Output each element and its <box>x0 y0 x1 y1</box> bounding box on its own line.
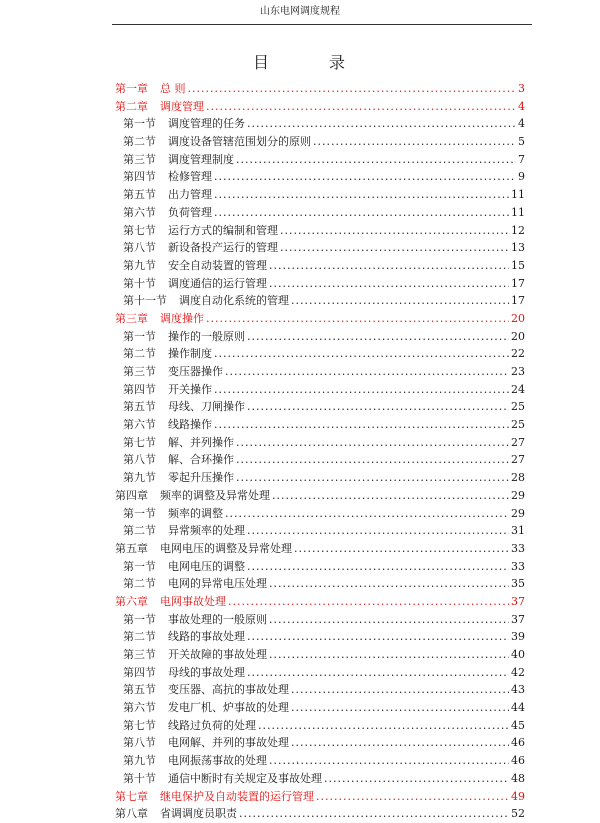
toc-leader-dots <box>214 170 516 183</box>
toc-entry-page: 25 <box>511 418 525 432</box>
toc-entry-number: 第十节 <box>123 276 156 290</box>
toc-section-entry[interactable] <box>115 575 525 593</box>
toc-entry-page: 40 <box>511 648 525 661</box>
toc-entry-title: 开关故障的事故处理 <box>168 648 267 661</box>
toc-entry-number: 第五章 <box>115 541 148 555</box>
toc-entry-page: 5 <box>518 135 525 149</box>
toc-entry-page: 9 <box>518 170 525 184</box>
toc-section-entry[interactable] <box>115 222 525 240</box>
toc-entry-page: 35 <box>511 577 525 591</box>
toc-entry-number: 第三节 <box>123 152 156 166</box>
toc-section-entry[interactable] <box>115 770 525 788</box>
toc-entry-title: 省调调度员职责 <box>160 807 237 821</box>
toc-entry-page: 33 <box>511 559 525 573</box>
toc-entry-title: 开关操作 <box>168 382 212 396</box>
toc-entry-number: 第四节 <box>123 665 156 679</box>
toc-chapter-entry[interactable] <box>115 310 525 328</box>
toc-chapter-entry[interactable] <box>115 788 525 806</box>
toc-entry-title: 调度管理的任务 <box>168 117 245 131</box>
toc-leader-dots <box>247 666 509 679</box>
toc-entry-number: 第八节 <box>123 736 156 750</box>
toc-entry-number: 第二节 <box>123 630 156 644</box>
toc-entry-title: 调度管理制度 <box>168 152 234 166</box>
toc-section-entry[interactable] <box>115 275 525 293</box>
toc-leader-dots <box>272 489 509 502</box>
toc-entry-title: 变压器、高抗的事故处理 <box>168 683 289 697</box>
toc-entry-page: 27 <box>511 453 525 467</box>
toc-entry-page: 39 <box>511 630 525 644</box>
toc-entry-number: 第八节 <box>123 453 156 467</box>
toc-entry-number: 第七节 <box>123 718 156 732</box>
toc-entry-page: 48 <box>511 771 525 785</box>
toc-entry-number: 第七章 <box>115 789 148 803</box>
toc-entry-page: 43 <box>511 683 525 697</box>
toc-section-entry[interactable] <box>115 416 525 434</box>
toc-entry-page: 46 <box>511 754 525 768</box>
toc-leader-dots <box>247 560 509 573</box>
toc-leader-dots <box>247 524 509 537</box>
toc-entry-title: 操作制度 <box>168 347 212 361</box>
toc-entry-number: 第六节 <box>123 418 156 432</box>
toc-section-entry[interactable] <box>115 628 525 646</box>
toc-entry-page: 29 <box>511 506 525 520</box>
toc-entry-page: 52 <box>511 807 525 821</box>
toc-entry-title: 事故处理的一般原则 <box>168 612 267 626</box>
toc-entry-title: 电网解、并列的事故处理 <box>168 736 289 750</box>
toc-section-entry[interactable] <box>115 717 525 735</box>
toc-leader-dots <box>258 719 509 732</box>
toc-entry-number: 第九节 <box>123 754 156 768</box>
toc-leader-dots <box>239 807 509 820</box>
toc-entry-title: 安全自动装置的管理 <box>168 258 267 272</box>
toc-leader-dots <box>324 772 509 785</box>
toc-entry-number: 第二节 <box>123 524 156 538</box>
toc-entry-title: 操作的一般原则 <box>168 329 245 343</box>
toc-leader-dots <box>291 683 509 696</box>
toc-entry-page: 11 <box>511 188 525 202</box>
toc-section-entry[interactable] <box>115 204 525 222</box>
toc-entry-page: 12 <box>511 223 525 237</box>
toc-section-entry[interactable] <box>115 168 525 186</box>
toc-leader-dots <box>236 471 509 484</box>
toc-title-right: 录 <box>329 53 348 72</box>
toc-entry-number: 第二章 <box>115 99 148 113</box>
toc-entry-title: 调度操作 <box>160 311 204 325</box>
toc-leader-dots <box>206 312 509 325</box>
toc-entry-title: 调度通信的运行管理 <box>168 276 267 290</box>
toc-entry-number: 第二节 <box>123 577 156 591</box>
toc-section-entry[interactable] <box>115 328 525 346</box>
toc-entry-page: 29 <box>511 488 525 502</box>
toc-leader-dots <box>225 365 509 378</box>
toc-section-entry[interactable] <box>115 381 525 399</box>
toc-leader-dots <box>214 188 509 201</box>
toc-section-entry[interactable] <box>115 752 525 770</box>
toc-chapter-entry[interactable] <box>115 805 525 823</box>
toc-entry-title: 解、合环操作 <box>168 453 234 467</box>
toc-entry-title: 线路过负荷的处理 <box>168 718 256 732</box>
toc-entry-title: 电网振荡事故的处理 <box>168 754 267 768</box>
toc-entry-page: 22 <box>511 347 525 361</box>
toc-entry-title: 继电保护及自动装置的运行管理 <box>160 789 314 803</box>
toc-leader-dots <box>188 82 517 95</box>
toc-leader-dots <box>236 453 509 466</box>
toc-entry-number: 第九节 <box>123 258 156 272</box>
toc-entry-page: 42 <box>511 665 525 679</box>
toc-chapter-entry[interactable] <box>115 540 525 558</box>
toc-entry-number: 第三节 <box>123 648 156 661</box>
toc-entry-number: 第一节 <box>123 612 156 626</box>
toc-entry-title: 母线、刀闸操作 <box>168 400 245 414</box>
toc-entry-page: 11 <box>511 205 525 219</box>
toc-leader-dots <box>236 436 509 449</box>
toc-entry-number: 第五节 <box>123 683 156 697</box>
toc-entry-title: 运行方式的编制和管理 <box>168 223 278 237</box>
toc-entry-number: 第一节 <box>123 117 156 131</box>
page-header: 山东电网调度规程 <box>260 6 340 17</box>
toc-leader-dots <box>316 790 509 803</box>
toc-entry-title: 解、并列操作 <box>168 435 234 449</box>
toc-section-entry[interactable] <box>115 611 525 629</box>
toc-entry-number: 第六章 <box>115 594 148 608</box>
toc-entry-title: 新设备投产运行的管理 <box>168 241 278 255</box>
toc-entry-page: 24 <box>511 382 525 396</box>
toc-section-entry[interactable] <box>115 398 525 416</box>
toc-entry-page: 33 <box>511 541 525 555</box>
toc-leader-dots <box>214 206 509 219</box>
toc-entry-title: 负荷管理 <box>168 205 212 219</box>
toc-entry-page: 45 <box>511 718 525 732</box>
toc-leader-dots <box>291 736 509 749</box>
toc-entry-title: 调度自动化系统的管理 <box>179 294 289 308</box>
toc-entry-page: 13 <box>511 241 525 255</box>
toc-section-entry[interactable] <box>115 664 525 682</box>
toc-section-entry[interactable] <box>115 257 525 275</box>
toc-entry-page: 20 <box>511 329 525 343</box>
toc-entry-page: 31 <box>511 524 525 538</box>
toc-chapter-entry[interactable] <box>115 487 525 505</box>
toc-leader-dots <box>291 701 509 714</box>
toc-section-entry[interactable] <box>115 505 525 523</box>
toc-leader-dots <box>247 330 509 343</box>
toc-entry-page: 15 <box>511 258 525 272</box>
toc-entry-number: 第七节 <box>123 435 156 449</box>
toc-section-entry[interactable] <box>115 133 525 151</box>
toc-entry-number: 第三章 <box>115 311 148 325</box>
toc-entry-title: 电网电压的调整 <box>168 559 245 573</box>
toc-entry-title: 零起升压操作 <box>168 471 234 485</box>
toc-leader-dots <box>269 577 509 590</box>
toc-leader-dots <box>214 347 509 360</box>
toc-entry-page: 17 <box>511 294 525 308</box>
toc-leader-dots <box>206 100 516 113</box>
toc-entry-title: 调度管理 <box>160 99 204 113</box>
toc-entry-number: 第一节 <box>123 329 156 343</box>
toc-leader-dots <box>269 648 509 661</box>
toc-leader-dots <box>269 259 509 272</box>
toc-entry-number: 第五节 <box>123 188 156 202</box>
toc-entry-title: 频率的调整及异常处理 <box>160 488 270 502</box>
toc-entry-number: 第十一节 <box>123 294 167 308</box>
toc-section-entry[interactable] <box>115 345 525 363</box>
toc-chapter-entry[interactable] <box>115 98 525 116</box>
toc-section-entry[interactable] <box>115 451 525 469</box>
toc-entry-page: 23 <box>511 365 525 378</box>
toc-entry-title: 通信中断时有关规定及事故处理 <box>168 771 322 785</box>
toc-section-entry[interactable] <box>115 292 525 310</box>
toc-entry-page: 37 <box>511 594 525 608</box>
toc-leader-dots <box>280 224 509 237</box>
toc-entry-title: 电网电压的调整及异常处理 <box>160 541 292 555</box>
toc-leader-dots <box>247 400 509 413</box>
toc-entry-number: 第四章 <box>115 488 148 502</box>
toc-entry-title: 变压器操作 <box>168 365 223 378</box>
toc-entry-title: 检修管理 <box>168 170 212 184</box>
toc-entry-page: 17 <box>511 276 525 290</box>
toc-entry-number: 第一节 <box>123 506 156 520</box>
toc-chapter-entry[interactable] <box>115 80 525 98</box>
toc-leader-dots <box>214 418 509 431</box>
toc-entry-number: 第七节 <box>123 223 156 237</box>
toc-entry-title: 线路操作 <box>168 418 212 432</box>
toc-entry-number: 第二节 <box>123 347 156 361</box>
toc-entry-number: 第六节 <box>123 205 156 219</box>
toc-entry-number: 第一章 <box>115 82 148 95</box>
toc-entry-title: 电网事故处理 <box>160 594 226 608</box>
toc-leader-dots <box>269 754 509 767</box>
toc-entry-page: 4 <box>518 99 525 113</box>
toc-leader-dots <box>247 117 516 130</box>
toc-section-entry[interactable] <box>115 115 525 133</box>
toc-leader-dots <box>291 294 509 307</box>
toc-leader-dots <box>236 153 516 166</box>
toc-entry-page: 46 <box>511 736 525 750</box>
toc-entry-page: 49 <box>511 789 525 803</box>
toc-entry-title: 异常频率的处理 <box>168 524 245 538</box>
toc-section-entry[interactable] <box>115 239 525 257</box>
toc-entry-title: 调度设备管辖范围划分的原则 <box>168 135 311 149</box>
toc-leader-dots <box>294 542 509 555</box>
toc-leader-dots <box>269 613 509 626</box>
toc-entry-page: 44 <box>511 701 525 715</box>
toc-section-entry[interactable] <box>115 681 525 699</box>
toc-title-left: 目 <box>252 53 271 72</box>
toc-entry-title: 发电厂机、炉事故的处理 <box>168 701 289 715</box>
toc-section-entry[interactable] <box>115 469 525 487</box>
header-divider <box>112 24 532 25</box>
toc-entry-number: 第二节 <box>123 135 156 149</box>
toc-leader-dots <box>269 277 509 290</box>
toc-entry-page: 27 <box>511 435 525 449</box>
toc-entry-number: 第四节 <box>123 170 156 184</box>
toc-entry-page: 37 <box>511 612 525 626</box>
toc-entry-title: 线路的事故处理 <box>168 630 245 644</box>
toc-entry-number: 第四节 <box>123 382 156 396</box>
toc-entry-number: 第六节 <box>123 701 156 715</box>
toc-entry-page: 3 <box>518 82 525 95</box>
toc-entry-title: 总 则 <box>160 82 186 95</box>
toc-section-entry[interactable] <box>115 186 525 204</box>
toc-section-entry[interactable] <box>115 734 525 752</box>
toc-entry-page: 28 <box>511 471 525 485</box>
toc-title <box>0 50 600 73</box>
footer-mark: · <box>296 758 299 767</box>
toc-chapter-entry[interactable] <box>115 593 525 611</box>
toc-leader-dots <box>228 595 509 608</box>
toc-entry-number: 第五节 <box>123 400 156 414</box>
toc-section-entry[interactable] <box>115 434 525 452</box>
toc-entry-page: 4 <box>518 117 525 131</box>
table-of-contents <box>115 80 525 823</box>
toc-leader-dots <box>313 135 516 148</box>
toc-entry-title: 母线的事故处理 <box>168 665 245 679</box>
toc-leader-dots <box>225 507 509 520</box>
toc-entry-number: 第一节 <box>123 559 156 573</box>
toc-leader-dots <box>280 241 509 254</box>
toc-entry-page: 20 <box>511 311 525 325</box>
toc-section-entry[interactable] <box>115 151 525 169</box>
toc-section-entry[interactable] <box>115 646 525 664</box>
toc-entry-number: 第八章 <box>115 807 148 821</box>
toc-section-entry[interactable] <box>115 363 525 381</box>
toc-entry-number: 第九节 <box>123 471 156 485</box>
toc-entry-number: 第三节 <box>123 365 156 378</box>
toc-leader-dots <box>247 630 509 643</box>
toc-section-entry[interactable] <box>115 699 525 717</box>
toc-entry-number: 第八节 <box>123 241 156 255</box>
toc-section-entry[interactable] <box>115 522 525 540</box>
toc-entry-title: 出力管理 <box>168 188 212 202</box>
toc-leader-dots <box>214 383 509 396</box>
toc-section-entry[interactable] <box>115 558 525 576</box>
toc-entry-number: 第十节 <box>123 771 156 785</box>
toc-entry-title: 电网的异常电压处理 <box>168 577 267 591</box>
toc-entry-page: 7 <box>518 152 525 166</box>
toc-entry-title: 频率的调整 <box>168 506 223 520</box>
toc-entry-page: 25 <box>511 400 525 414</box>
